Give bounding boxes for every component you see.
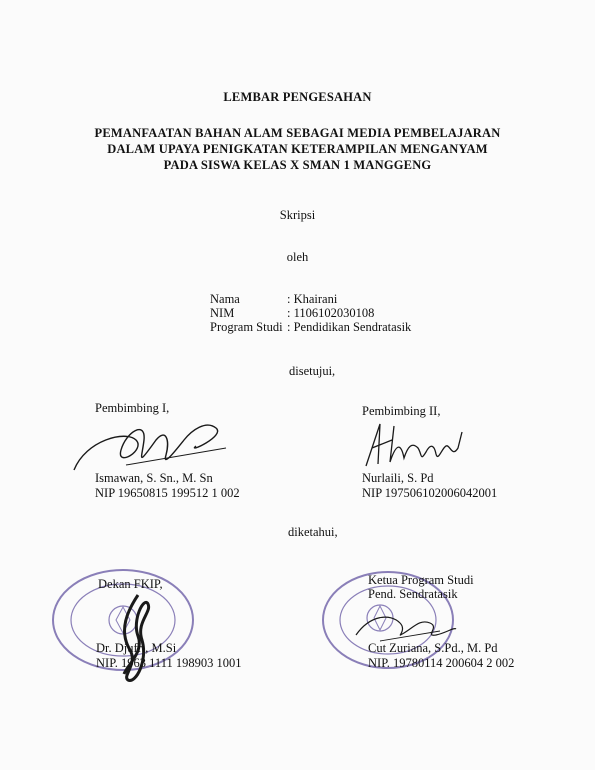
advisor1-name: Ismawan, S. Sn., M. Sn [95, 471, 213, 485]
advisor1-nip: NIP 19650815 199512 1 002 [95, 486, 240, 500]
advisor2-nip: NIP 197506102006042001 [362, 486, 498, 500]
head-department: Pend. Sendratasik [368, 587, 458, 601]
thesis-title-line-3: PADA SISWA KELAS X SMAN 1 MANGGENG [163, 158, 432, 172]
advisor1-signature [66, 410, 246, 480]
approved-label: disetujui, [289, 364, 336, 378]
dean-name: Dr. Djufri, M.Si [96, 641, 177, 655]
advisor2-role: Pembimbing II, [362, 404, 441, 418]
advisor2-signature [358, 418, 468, 473]
thesis-title-line-2: DALAM UPAYA PENIGKATAN KETERAMPILAN MENGANYAM [107, 142, 488, 156]
name-label: Nama [210, 292, 240, 306]
name-value: : Khairani [287, 292, 338, 306]
program-label: Program Studi [210, 320, 283, 334]
advisor1-role: Pembimbing I, [95, 401, 170, 415]
advisor2-name: Nurlaili, S. Pd [362, 471, 434, 485]
dean-nip: NIP. 1963 1111 198903 1001 [96, 656, 242, 670]
acknowledged-label: diketahui, [288, 525, 338, 539]
dean-role: Dekan FKIP, [98, 577, 163, 591]
head-nip: NIP. 19780114 200604 2 002 [368, 656, 515, 670]
program-value: : Pendidikan Sendratasik [287, 320, 412, 334]
nim-label: NIM [210, 306, 235, 320]
page-heading: LEMBAR PENGESAHAN [223, 90, 372, 104]
by-label: oleh [286, 250, 309, 264]
head-name: Cut Zuriana, S.Pd., M. Pd [368, 641, 498, 655]
head-role: Ketua Program Studi [368, 573, 474, 587]
document-type: Skripsi [279, 208, 316, 222]
thesis-title-line-1: PEMANFAATAN BAHAN ALAM SEBAGAI MEDIA PEMBELAJARAN [94, 126, 501, 140]
nim-value: : 1106102030108 [287, 306, 375, 320]
